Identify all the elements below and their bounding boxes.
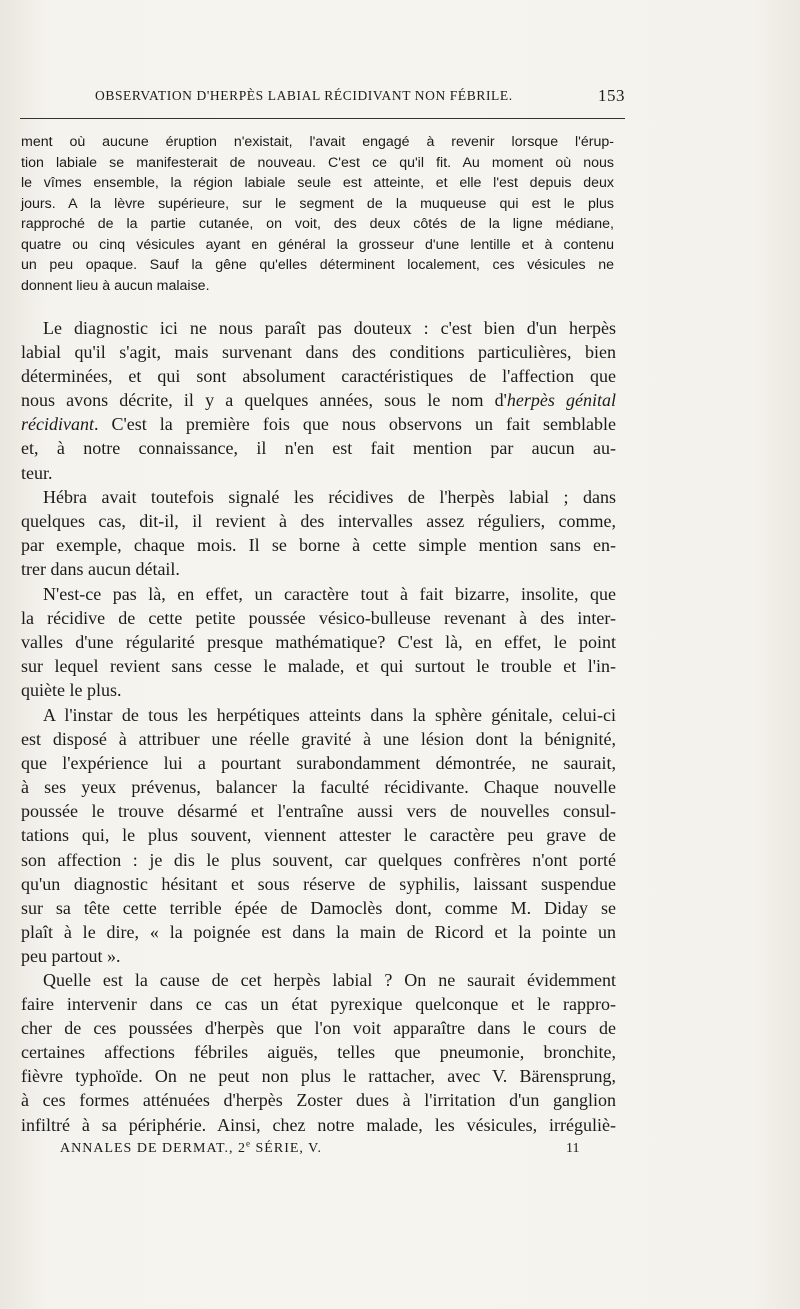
- text-line: quatre ou cinq vésicules ayant en général la grosseur d'une lentille et à contenu: [21, 236, 614, 253]
- text-line: un peu opaque. Sauf la gêne qu'elles déterminent localement, ces vésicules ne: [21, 257, 614, 273]
- text-line: quiète le plus.: [21, 680, 122, 701]
- text-line: poussée le trouve désarmé et l'entraîne aussi vers de nouvelles consul-: [21, 801, 616, 822]
- case-observation-paragraph: [21, 132, 614, 296]
- text-line: [21, 388, 616, 412]
- italic-term: herpès génital: [506, 390, 617, 411]
- text-segment: nous avons décrite, il y a quelques années, sous le nom d': [21, 390, 507, 411]
- text-line: qu'un diagnostic hésitant et sous réserve de syphilis, laissant suspendue: [21, 873, 616, 894]
- paragraph-diagnosis: [21, 316, 616, 485]
- running-header: [95, 88, 625, 110]
- page-number: 153: [598, 86, 625, 105]
- text-line: à ses yeux prévenus, balancer la faculté récidivante. Chaque nouvelle: [21, 777, 616, 798]
- series-label: SÉRIE, V.: [251, 1141, 322, 1156]
- text-line: [21, 412, 616, 436]
- text-line: à ces formes atténuées d'herpès Zoster dues à l'irritation d'un ganglion: [21, 1090, 616, 1111]
- text-line: quelques cas, dit-il, il revient à des intervalles assez réguliers, comme,: [21, 511, 616, 532]
- text-line: faire intervenir dans ce cas un état pyrexique quelconque et le rappro-: [21, 994, 616, 1015]
- text-segment: . C'est la première fois que nous observons un fait semblable: [93, 414, 616, 435]
- journal-signature: [60, 1138, 322, 1157]
- header-rule: [20, 118, 625, 119]
- paragraph-cause: [21, 968, 616, 1137]
- text-line: et, à notre connaissance, il n'en est fait mention par aucun au-: [21, 438, 616, 459]
- text-line: A l'instar de tous les herpétiques atteints dans la sphère génitale, celui-ci: [43, 705, 616, 725]
- text-line: Le diagnostic ici ne nous paraît pas douteux : c'est bien d'un herpès: [43, 318, 616, 338]
- text-line: ment où aucune éruption n'existait, l'avait engagé à revenir lorsque l'érup-: [21, 134, 614, 150]
- paragraph-recidive: [21, 582, 616, 702]
- text-line: N'est-ce pas là, en effet, un caractère tout à fait bizarre, insolite, que: [43, 584, 616, 604]
- signature-mark: 11: [566, 1141, 580, 1156]
- text-line: que l'expérience lui a pourtant surabondamment démontrée, ne saurait,: [21, 753, 616, 774]
- text-line: valles d'une régularité presque mathématique? C'est là, en effet, le point: [21, 632, 616, 653]
- series-superscript: e: [246, 1138, 252, 1149]
- text-line: tations qui, le plus souvent, viennent attester le caractère peu grave de: [21, 825, 616, 846]
- text-line: donnent lieu à aucun malaise.: [21, 277, 210, 294]
- text-line: Hébra avait toutefois signalé les récidives de l'herpès labial ; dans: [43, 487, 616, 507]
- text-line: Quelle est la cause de cet herpès labial ? On ne saurait évidemment: [43, 970, 616, 990]
- text-line: fièvre typhoïde. On ne peut non plus le rattacher, avec V. Bärensprung,: [21, 1066, 616, 1087]
- text-line: le vîmes ensemble, la région labiale seule est atteinte, et elle l'est depuis deux: [21, 175, 614, 191]
- running-title: OBSERVATION D'HERPÈS LABIAL RÉCIDIVANT NON FÉBRILE.: [95, 88, 513, 103]
- text-line: certaines affections fébriles aiguës, telles que pneumonie, bronchite,: [21, 1042, 616, 1063]
- text-line: peu partout ».: [21, 945, 121, 966]
- text-line: déterminées, et qui sont absolument caractéristiques de l'affection que: [21, 366, 616, 387]
- text-line: jours. A la lèvre supérieure, sur le segment de la muqueuse qui est le plus: [21, 195, 614, 212]
- text-line: est disposé à attribuer une réelle gravité à une lésion dont la bénignité,: [21, 729, 616, 750]
- journal-name: ANNALES DE DERMAT., 2: [60, 1141, 247, 1156]
- text-line: la récidive de cette petite poussée vésico-bulleuse revenant à des inter-: [21, 608, 616, 629]
- text-line: trer dans aucun détail.: [21, 559, 180, 580]
- italic-term-continuation: récidivant: [21, 414, 94, 435]
- text-line: cher de ces poussées d'herpès que l'on voit apparaître dans le cours de: [21, 1018, 616, 1039]
- paragraph-hebra: [21, 485, 616, 581]
- text-line: plaît à le dire, « la poignée est dans la main de Ricord et la pointe un: [21, 921, 616, 942]
- text-line: par exemple, chaque mois. Il se borne à cette simple mention sans en-: [21, 535, 616, 556]
- text-line: son affection : je dis le plus souvent, car quelques confrères n'ont porté: [21, 849, 616, 870]
- text-line: tion labiale se manifesterait de nouveau. C'est ce qu'il fit. Au moment où nous: [21, 154, 614, 171]
- text-line: sur sa tête cette terrible épée de Damoclès dont, comme M. Diday se: [21, 897, 616, 918]
- paragraph-herpetiques: [21, 703, 616, 968]
- text-line: infiltré à sa périphérie. Ainsi, chez notre malade, les vésicules, irréguliè-: [21, 1114, 616, 1135]
- text-line: labial qu'il s'agit, mais survenant dans des conditions particulières, bien: [21, 342, 616, 363]
- text-line: rapproché de la partie cutanée, on voit, des deux côtés de la ligne médiane,: [21, 216, 614, 232]
- text-line: sur lequel revient sans cesse le malade, et qui surtout le trouble et l'in-: [21, 656, 616, 677]
- text-line: teur.: [21, 462, 53, 483]
